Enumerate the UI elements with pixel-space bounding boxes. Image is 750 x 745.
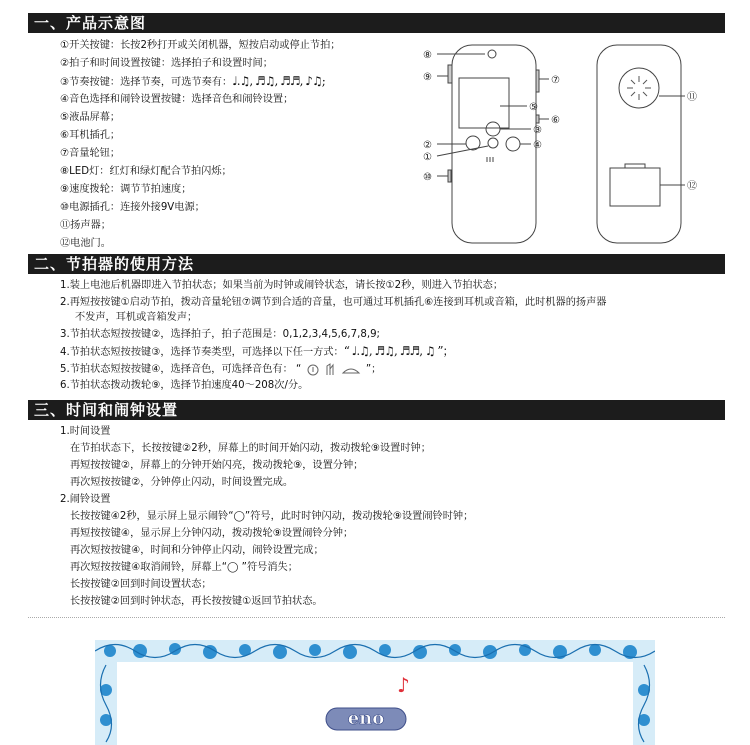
quote-open: “	[296, 364, 302, 375]
list-item: 再短按按键②，屏幕上的分钟开始闪亮，拨动拨轮⑨，设置分钟；	[70, 460, 364, 471]
device-back-body	[597, 45, 681, 243]
list-item: 再次短按按键④，时间和分钟停止闪动，闹铃设置完成；	[70, 545, 324, 556]
list-item: ④音色选择和闹铃设置按键：选择音色和闹铃设置；	[60, 94, 294, 105]
callout-8: ⑧	[423, 50, 432, 61]
eno-logo	[326, 708, 406, 730]
list-item: 在节拍状态下，长按按键②2秒，屏幕上的时间开始闪动，拨动拨轮⑨设置时钟；	[70, 443, 431, 454]
button-3	[486, 122, 500, 136]
quote-close: ”；	[365, 364, 382, 375]
speaker	[619, 68, 659, 108]
list-item-text: 5.节拍状态短按按键④，选择音色，可选择音色有：	[60, 364, 293, 375]
list-item	[60, 75, 325, 89]
speed-wheel	[448, 65, 452, 83]
list-item: ⑦音量轮钮；	[60, 148, 121, 159]
list-item: 6.节拍状态拨动拨轮⑨，选择节拍速度40～208次/分。	[60, 380, 309, 391]
callout-5: ⑤	[529, 102, 538, 113]
section-3-header: 三、时间和闹钟设置	[28, 400, 725, 420]
list-item: ②拍子和时间设置按键：选择拍子和设置时间；	[60, 58, 273, 69]
callout-3: ③	[533, 125, 542, 136]
list-item	[60, 345, 454, 359]
callout-11: ⑪	[687, 92, 697, 103]
logo-text: eno	[347, 708, 385, 729]
headphone-jack	[536, 115, 539, 123]
list-item: 再次短按按键②，分钟停止闪动，时间设置完成。	[70, 477, 294, 488]
callout-12: ⑫	[687, 181, 697, 192]
lcd-screen	[459, 78, 509, 128]
list-item: 1.时间设置	[60, 426, 111, 437]
hand-clap-icon	[327, 364, 333, 375]
led-light	[488, 50, 496, 58]
section-2-header: 二、节拍器的使用方法	[28, 254, 725, 274]
cowbell-icon	[343, 369, 359, 373]
callout-2: ②	[423, 140, 432, 151]
music-note-icon: ♪	[397, 673, 410, 697]
list-item: 再短按按键④，显示屏上分钟闪动，拨动拨轮⑨设置闹铃分钟；	[70, 528, 354, 539]
list-item: 2.再短按按键①启动节拍，拨动音量轮钮⑦调节到合适的音量，也可通过耳机插孔⑥连接到耳机或音箱，此时机器的扬声器	[60, 297, 607, 308]
list-item: ⑨速度拨轮：调节节拍速度；	[60, 184, 192, 195]
list-item	[60, 362, 381, 376]
callout-6: ⑥	[551, 115, 560, 126]
volume-wheel	[536, 70, 539, 92]
list-item-text: 4.节拍状态短按按键③，选择节奏类型，可选择以下任一方式：	[60, 347, 344, 358]
list-item: 3.节拍状态短按按键②，选择拍子，拍子范围是：0,1,2,3,4,5,6,7,8,9;	[60, 329, 380, 340]
callout-1: ①	[423, 152, 432, 163]
button-1	[488, 138, 498, 148]
callout-4: ④	[533, 140, 542, 151]
rhythm-notes: “ ♩.♫, ♬♫, ♬♬, ♫ ”；	[343, 344, 454, 358]
list-item: 再次短按按键④取消闹铃，屏幕上“◯ ”符号消失；	[70, 562, 298, 573]
list-item: 1.装上电池后机器即进入节拍状态；如果当前为时钟或闹铃状态，请长按①2秒，则进入节拍状态；	[60, 280, 504, 291]
list-item: 不发声，耳机或音箱发声；	[75, 312, 198, 323]
list-item: ⑫电池门。	[60, 238, 111, 249]
list-item: ①开关按键：长按2秒打开或关闭机器，短按启动或停止节拍；	[60, 40, 341, 51]
list-item: 长按按键④2秒，显示屏上显示闹铃“◯”符号，此时时钟闪动，拨动拨轮⑨设置闹铃时钟；	[70, 511, 474, 522]
power-jack	[448, 170, 451, 182]
list-item: ⑤液晶屏幕；	[60, 112, 121, 123]
callout-9: ⑨	[423, 72, 432, 83]
callout-7: ⑦	[551, 75, 560, 86]
list-item: ⑪扬声器；	[60, 220, 111, 231]
list-item: ⑧LED灯：红灯和绿灯配合节拍闪烁；	[60, 166, 232, 177]
list-item: 长按按键②回到时钟状态，再长按按键①返回节拍状态。	[70, 596, 323, 607]
section-1-header: 一、产品示意图	[28, 13, 725, 33]
button-4	[506, 137, 520, 151]
device-diagram	[415, 40, 715, 250]
callout-10: ⑩	[423, 172, 432, 183]
sound-icons	[305, 362, 363, 376]
list-item: ⑥耳机插孔；	[60, 130, 121, 141]
rhythm-notes: ♩.♫, ♬♫, ♬♬, ♪♫;	[232, 74, 325, 88]
battery-door	[610, 168, 660, 206]
list-item: 长按按键②回到时间设置状态；	[70, 579, 212, 590]
list-item: ⑩电源插孔：连接外接9V电源；	[60, 202, 205, 213]
list-item: 2.闹铃设置	[60, 494, 111, 505]
list-item-text: ③节奏按键：选择节奏，可选节奏有：	[60, 77, 233, 88]
divider	[28, 617, 725, 618]
decorative-banner	[95, 630, 655, 745]
